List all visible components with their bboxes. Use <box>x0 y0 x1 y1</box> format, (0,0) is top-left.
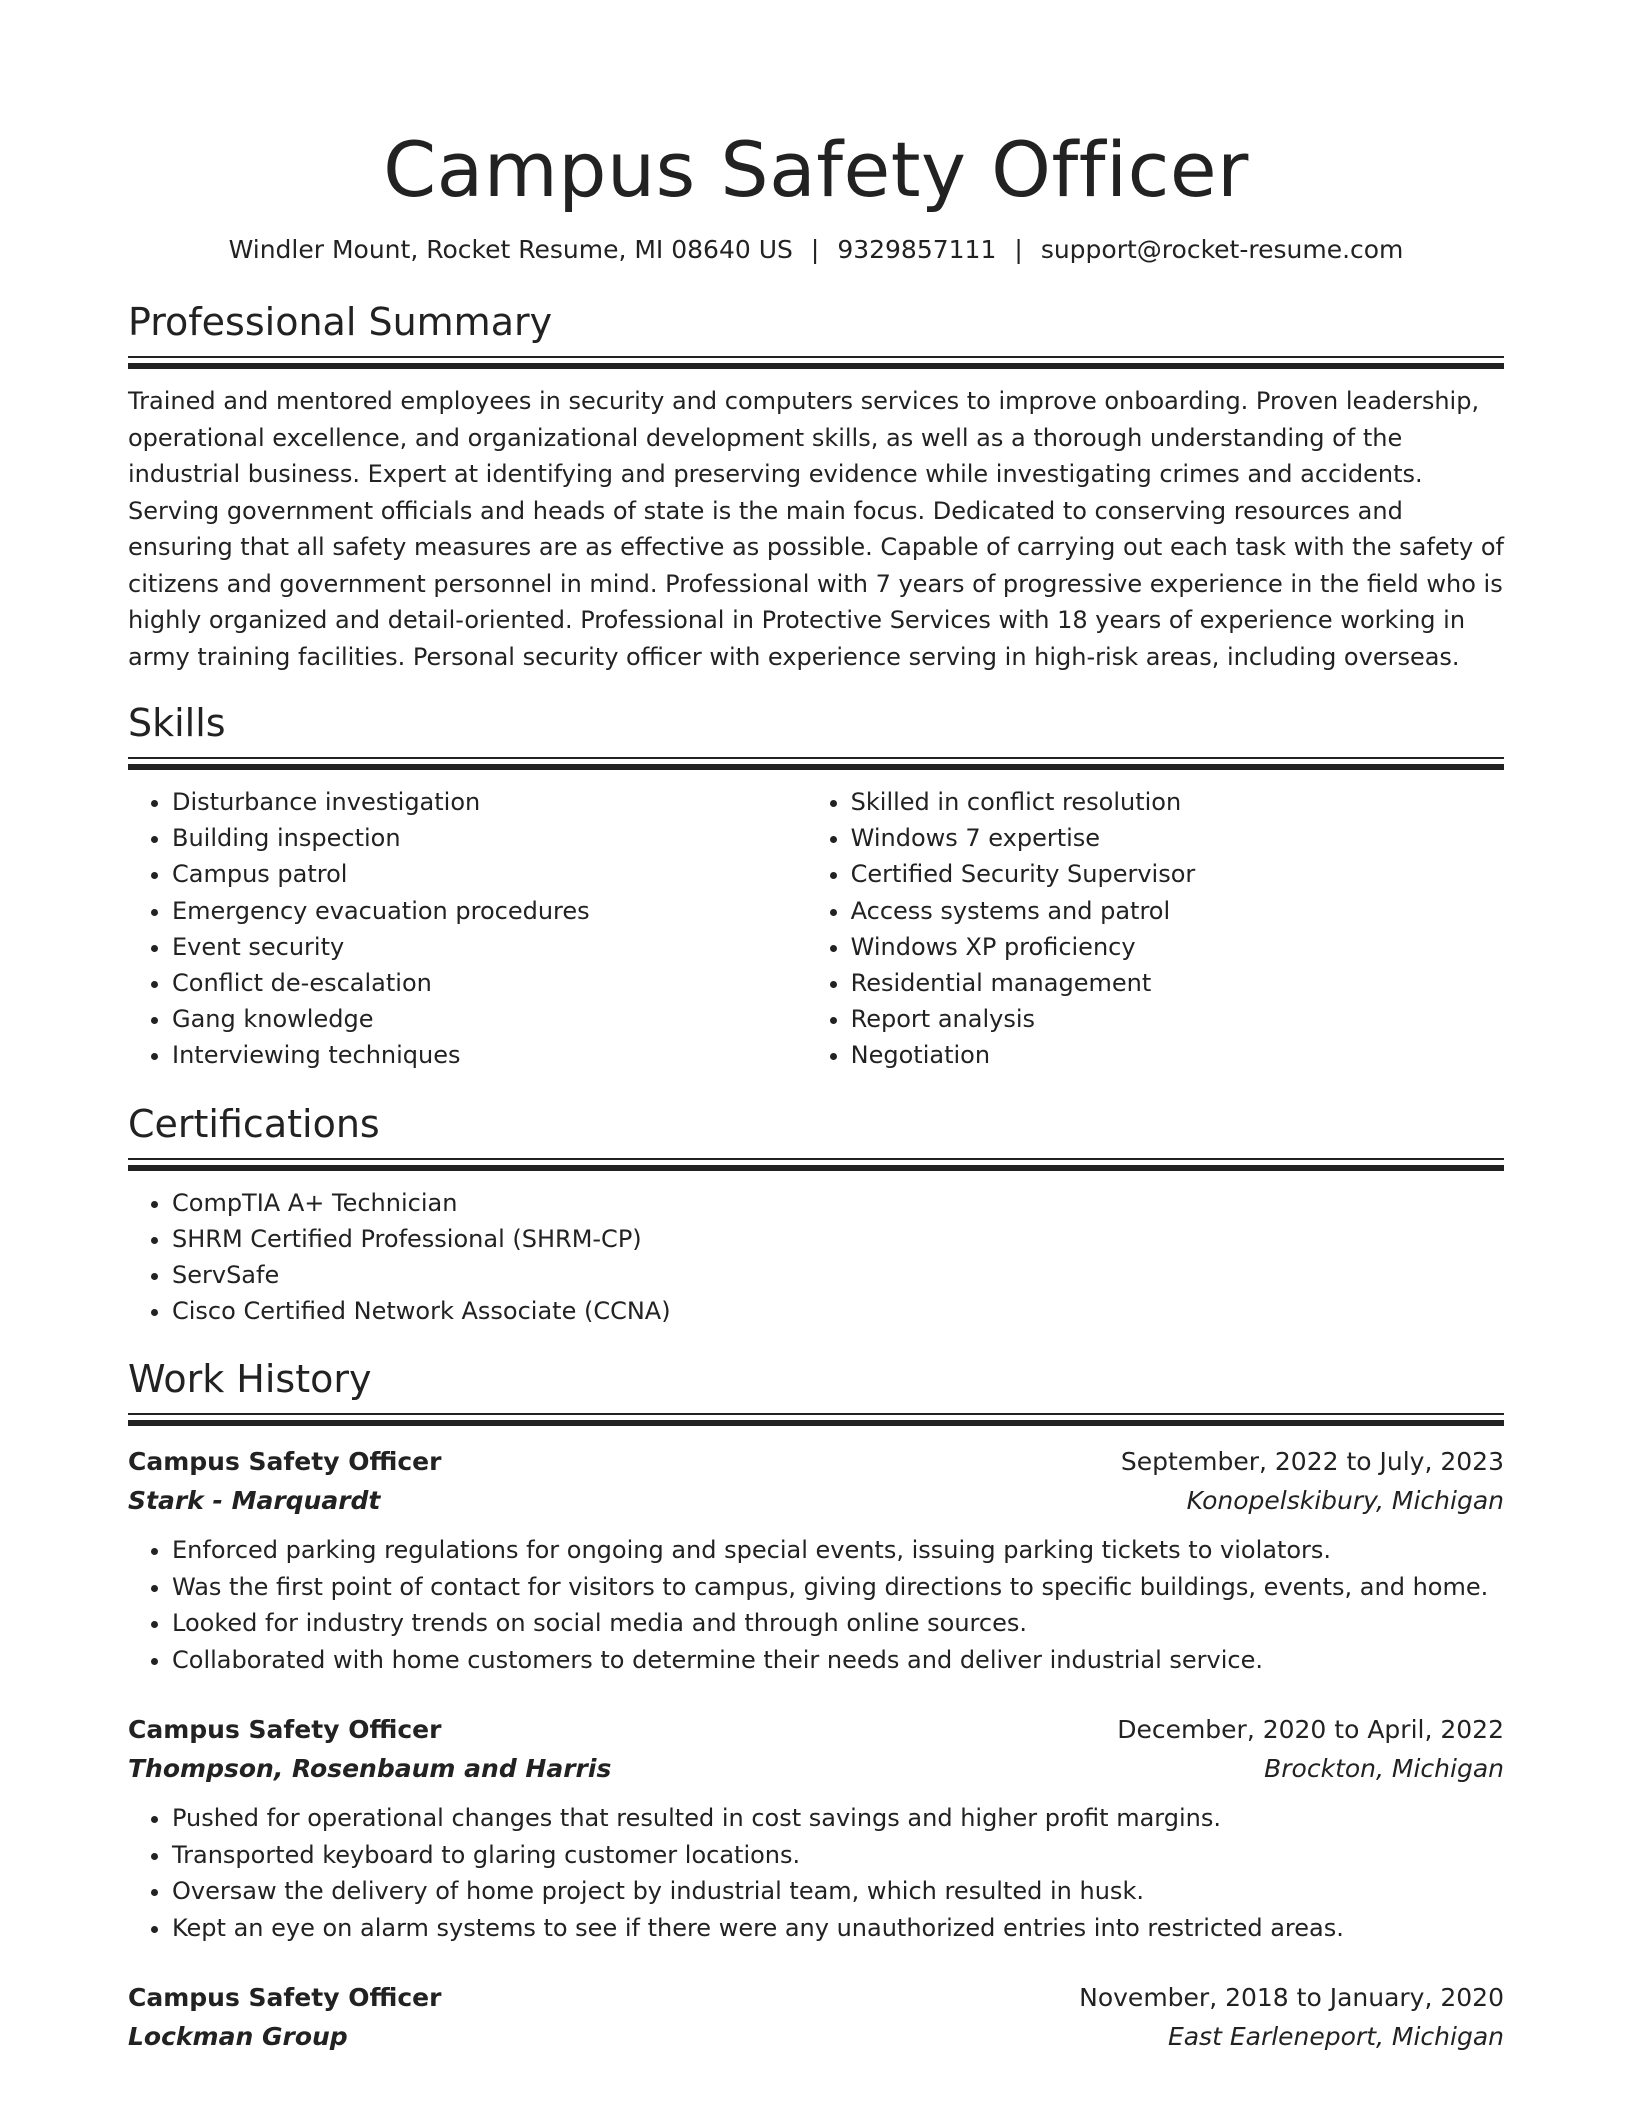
contact-phone: 9329857111 <box>837 235 997 264</box>
section-title-skills: Skills <box>128 701 226 745</box>
skill-item: • Gang knowledge <box>172 1001 807 1037</box>
work-history-section <box>128 1355 1504 2056</box>
certification-item: • Cisco Certified Network Associate (CCNA) <box>172 1293 1504 1329</box>
job-location: Brockton, Michigan <box>1264 1754 1504 1784</box>
skill-item: • Conflict de-escalation <box>172 965 807 1001</box>
job-title: Campus Safety Officer <box>128 1983 442 2013</box>
skills-section <box>128 699 1504 1074</box>
job-subheader <box>128 1749 1504 1788</box>
job-title: Campus Safety Officer <box>128 1447 442 1477</box>
contact-separator: | <box>810 235 820 264</box>
contact-email: support@rocket-resume.com <box>1040 235 1404 264</box>
section-title-certifications: Certifications <box>128 1101 380 1146</box>
job-location: East Earleneport, Michigan <box>1167 2022 1504 2052</box>
certification-item: • SHRM Certified Professional (SHRM-CP) <box>172 1221 1504 1257</box>
certification-item: • ServSafe <box>172 1257 1504 1293</box>
skill-item: • Negotiation <box>851 1037 1504 1073</box>
skill-item: • Report analysis <box>851 1001 1504 1037</box>
job-bullet: • Collaborated with home customers to determine their needs and deliver industrial service. <box>172 1642 1504 1679</box>
job-bullet: • Transported keyboard to glaring customer locations. <box>172 1837 1504 1874</box>
job-header <box>128 1710 1504 1749</box>
skills-list-left <box>128 784 807 1074</box>
skill-item: • Windows XP proficiency <box>851 929 1504 965</box>
job-subheader <box>128 1481 1504 1520</box>
skill-item: • Access systems and patrol <box>851 893 1504 929</box>
certifications-list <box>128 1185 1504 1330</box>
skill-item: • Disturbance investigation <box>172 784 807 820</box>
skill-item: • Campus patrol <box>172 856 807 892</box>
job-bullet: • Looked for industry trends on social media and through online sources. <box>172 1605 1504 1642</box>
skill-item: • Interviewing techniques <box>172 1037 807 1073</box>
section-divider <box>128 1413 1504 1426</box>
job-bullet: • Enforced parking regulations for ongoing and special events, issuing parking tickets to violators. <box>172 1532 1504 1569</box>
contact-line <box>128 232 1504 268</box>
job-dates: September, 2022 to July, 2023 <box>1120 1447 1504 1477</box>
section-divider <box>128 356 1504 369</box>
job-header <box>128 1978 1504 2017</box>
job-subheader <box>128 2017 1504 2056</box>
job-bullet: • Oversaw the delivery of home project by industrial team, which resulted in husk. <box>172 1873 1504 1910</box>
job-bullet: • Was the first point of contact for visitors to campus, giving directions to specific buildings, events, and home. <box>172 1569 1504 1606</box>
resume-name: Campus Safety Officer <box>383 125 1249 214</box>
job-bullet: • Kept an eye on alarm systems to see if there were any unauthorized entries into restricted areas. <box>172 1910 1504 1947</box>
skill-item: • Building inspection <box>172 820 807 856</box>
job-entry <box>128 1978 1504 2056</box>
skill-item: • Residential management <box>851 965 1504 1001</box>
summary-section <box>128 298 1504 675</box>
job-company: Lockman Group <box>128 2022 348 2052</box>
skills-list-right <box>807 784 1504 1074</box>
certifications-section <box>128 1100 1504 1330</box>
section-title-summary: Professional Summary <box>128 300 553 344</box>
job-title: Campus Safety Officer <box>128 1715 442 1745</box>
job-company: Thompson, Rosenbaum and Harris <box>128 1754 612 1784</box>
job-company: Stark - Marquardt <box>128 1486 381 1516</box>
job-entry <box>128 1442 1504 1678</box>
job-location: Konopelskibury, Michigan <box>1186 1486 1504 1516</box>
job-entry <box>128 1710 1504 1946</box>
skill-item: • Emergency evacuation procedures <box>172 893 807 929</box>
job-dates: December, 2020 to April, 2022 <box>1117 1715 1504 1745</box>
section-divider <box>128 1158 1504 1171</box>
job-dates: November, 2018 to January, 2020 <box>1079 1983 1504 2013</box>
skill-item: • Event security <box>172 929 807 965</box>
skill-item: • Skilled in conflict resolution <box>851 784 1504 820</box>
contact-separator: | <box>1014 235 1023 264</box>
job-bullet: • Pushed for operational changes that resulted in cost savings and higher profit margins. <box>172 1800 1504 1837</box>
section-divider <box>128 757 1504 770</box>
job-bullets <box>128 1532 1504 1678</box>
summary-text: Trained and mentored employees in security and computers services to improve onboarding. Proven leadership, operational excellence, and organizational development skills, as well as a thorough understanding of the industrial business. Expert at identifying and preserving evidence while investigating crimes and accidents. Serving government officials and heads of state is the main focus. Dedicated to conserving resources and ensuring that all safety measures are as effective as possible. Capable of carrying out each task with the safety of citizens and government personnel in mind. Professional with 7 years of progressive experience in the field who is highly organized and detail-oriented. Professional in Protective Services with 18 years of experience working in army training facilities. Personal security officer with experience serving in high-risk areas, including overseas. <box>128 387 1504 671</box>
skill-item: • Certified Security Supervisor <box>851 856 1504 892</box>
skill-item: • Windows 7 expertise <box>851 820 1504 856</box>
section-title-work-history: Work History <box>128 1357 372 1402</box>
certification-item: • CompTIA A+ Technician <box>172 1185 1504 1221</box>
resume-page <box>128 0 1504 2056</box>
contact-address: Windler Mount, Rocket Resume, MI 08640 US <box>228 235 793 264</box>
job-header <box>128 1442 1504 1481</box>
job-bullets <box>128 1800 1504 1946</box>
skills-columns <box>128 784 1504 1074</box>
